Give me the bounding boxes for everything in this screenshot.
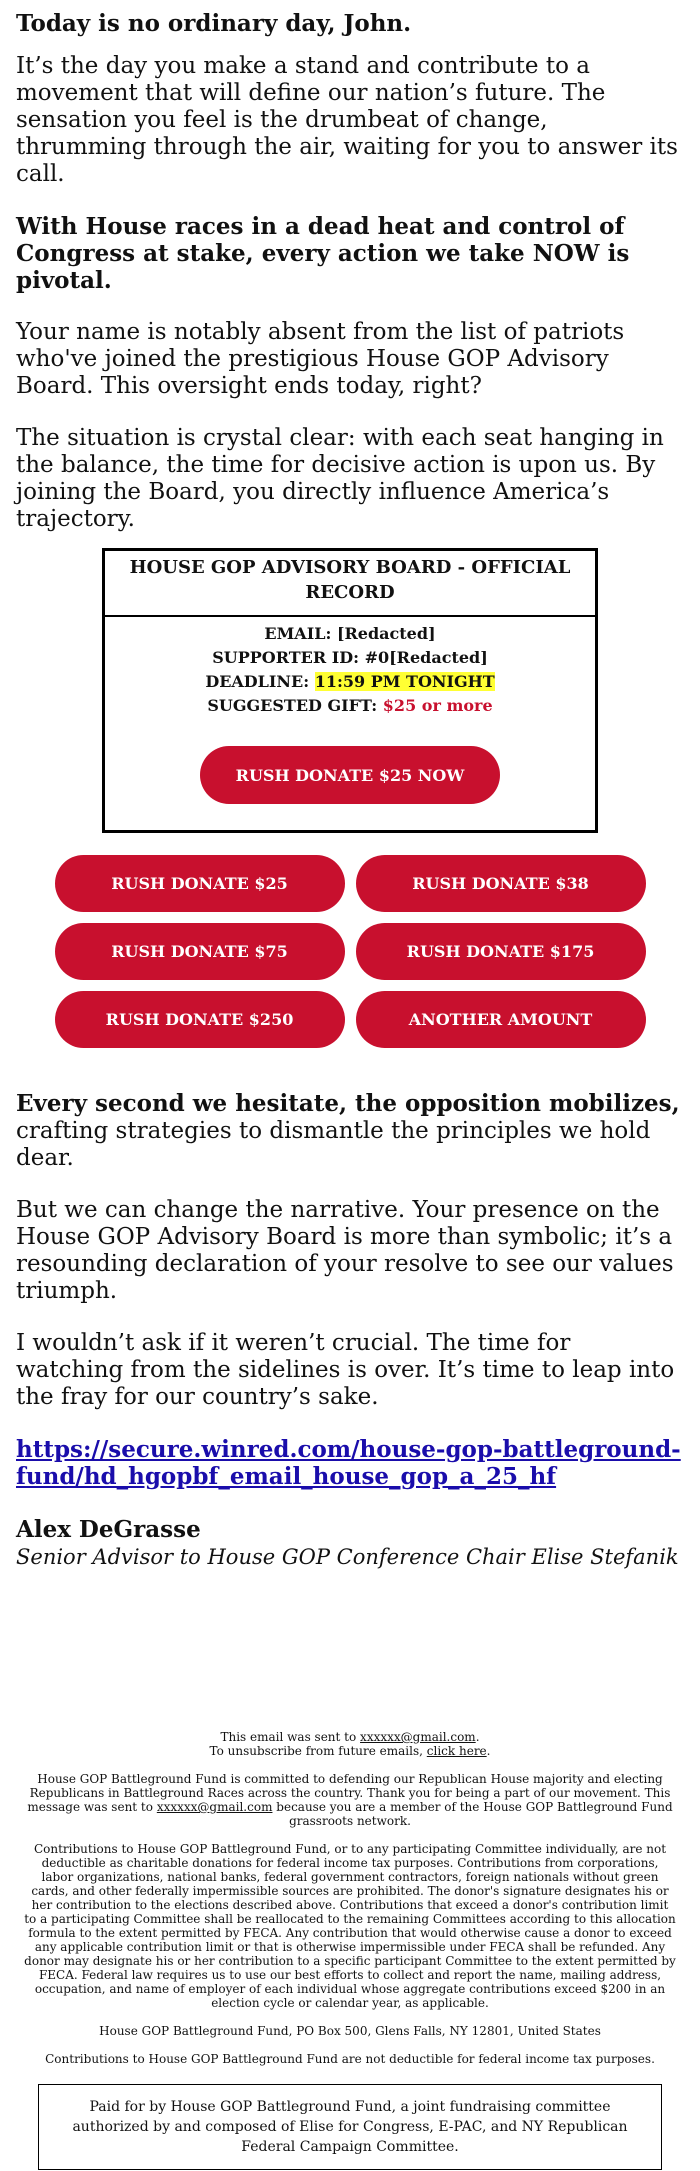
unsubscribe-link[interactable]: click here xyxy=(426,1744,487,1758)
email-label: EMAIL: xyxy=(264,624,332,643)
opposition-rest: crafting strategies to dismantle the principles we hold dear. xyxy=(16,1118,651,1171)
legal-disclaimer: Contributions to House GOP Battleground Fund, or to any participating Committee individually, are not deductible as charitable donations for federal income tax purposes. Contributions from corporations, labor organizations, national banks, federal government contractors, foreign nationals without green cards, and other federally impermissible sources are prohibited. The donor's signature designates his or her contribution to the elections described above. Contributions that exceed a donor's contribution limit to a participating Committee shall be reallocated to the remaining Committees according to this allocation formula to the extent permitted by FECA. Any contribution that would otherwise cause a donor to exceed any applicable contribution limit or that is otherwise impermissible under FECA shall be refunded. Any donor may designate his or her contribution to a specific participant Committee to the extent permitted by FECA. Federal law requires us to use our best efforts to collect and report the name, mailing address, occupation, and name of employer of each individual whose aggregate contributions exceed $200 in an election cycle or calendar year, as applicable. xyxy=(24,1842,676,2010)
donate-button-grid xyxy=(16,855,684,1048)
donation-link[interactable]: https://secure.winred.com/house-gop-battleground-fund/hd_hgopbf_email_house_gop_a_25_hf xyxy=(16,1436,681,1490)
card-body xyxy=(105,617,595,830)
recipient-email-link[interactable]: xxxxxx@gmail.com xyxy=(360,1730,476,1744)
situation-paragraph: The situation is crystal clear: with each seat hanging in the balance, the time for decisive action is upon us. By joining the Board, you directly influence America’s trajectory. xyxy=(16,425,664,532)
donate-75-button[interactable]: RUSH DONATE $75 xyxy=(55,923,345,980)
supporter-label: SUPPORTER ID: xyxy=(212,648,359,667)
opposition-bold: Every second we hesitate, the opposition mobilizes, xyxy=(16,1090,680,1117)
intro-paragraph: It’s the day you make a stand and contribute to a movement that will define our nation’s future. The sensation you feel is the drumbeat of change, thrumming through the air, waiting for you to answer its call. xyxy=(16,53,678,187)
official-record-card xyxy=(102,548,598,833)
another-amount-button[interactable]: ANOTHER AMOUNT xyxy=(356,991,646,1048)
email-value: [Redacted] xyxy=(336,624,436,643)
gift-value: $25 or more xyxy=(382,696,493,715)
unsubscribe-prefix: To unsubscribe from future emails, xyxy=(209,1744,423,1758)
deadline-label: DEADLINE: xyxy=(205,672,310,691)
paid-for-box: Paid for by House GOP Battleground Fund, a joint fundraising committee authorized by and composed of Elise for Congress, E-PAC, and NY Republican Federal Campaign Committee. xyxy=(38,2084,662,2170)
mailing-address: House GOP Battleground Fund, PO Box 500, Glens Falls, NY 12801, United States xyxy=(99,2024,601,2038)
deadline-row xyxy=(105,670,595,694)
deadline-value: 11:59 PM TONIGHT xyxy=(314,672,495,691)
gift-label: SUGGESTED GIFT: xyxy=(207,696,378,715)
opposition-paragraph xyxy=(16,1090,684,1172)
signature-title: Senior Advisor to House GOP Conference Chair Elise Stefanik xyxy=(16,1545,679,1569)
donate-250-button[interactable]: RUSH DONATE $250 xyxy=(55,991,345,1048)
email-row xyxy=(105,622,595,646)
supporter-row xyxy=(105,646,595,670)
donate-25-button[interactable]: RUSH DONATE $25 xyxy=(55,855,345,912)
sent-to-prefix: This email was sent to xyxy=(220,1730,357,1744)
email-footer xyxy=(0,1730,700,2170)
gift-row xyxy=(105,694,595,718)
donate-175-button[interactable]: RUSH DONATE $175 xyxy=(356,923,646,980)
signature-name: Alex DeGrasse xyxy=(16,1516,201,1543)
mission-text-b: because you are a member of the House GOP Battleground Fund grassroots network. xyxy=(276,1800,673,1828)
donate-38-button[interactable]: RUSH DONATE $38 xyxy=(356,855,646,912)
crucial-paragraph: I wouldn’t ask if it weren’t crucial. The time for watching from the sidelines is over. It’s time to leap into the fray for our country’s sake. xyxy=(16,1330,675,1410)
narrative-paragraph: But we can change the narrative. Your presence on the House GOP Advisory Board is more than symbolic; it’s a resounding declaration of your resolve to see our values triumph. xyxy=(16,1197,674,1304)
greeting: Today is no ordinary day, John. xyxy=(16,10,412,37)
tax-notice: Contributions to House GOP Battleground Fund are not deductible for federal income tax purposes. xyxy=(45,2052,655,2066)
supporter-value: #0[Redacted] xyxy=(364,648,488,667)
absent-paragraph: Your name is notably absent from the list of patriots who've joined the prestigious House GOP Advisory Board. This oversight ends today, right? xyxy=(16,319,625,399)
sent-to-notice: This email was sent to xxxxxx@gmail.com. To unsubscribe from future emails, click here. xyxy=(209,1730,491,1758)
mission-email-link[interactable]: xxxxxx@gmail.com xyxy=(156,1800,273,1814)
mission-statement xyxy=(24,1772,676,1828)
rush-donate-now-button[interactable]: RUSH DONATE $25 NOW xyxy=(200,746,500,804)
mission-text-a: House GOP Battleground Fund is committed to defending our Republican House majority and electing Republicans in Battleground Races across the country. Thank you for being a part of our movement. This message was sent to xyxy=(27,1772,671,1814)
card-title: HOUSE GOP ADVISORY BOARD - OFFICIAL RECORD xyxy=(105,551,595,617)
urgency-paragraph: With House races in a dead heat and control of Congress at stake, every action we take NOW is pivotal. xyxy=(16,213,630,294)
